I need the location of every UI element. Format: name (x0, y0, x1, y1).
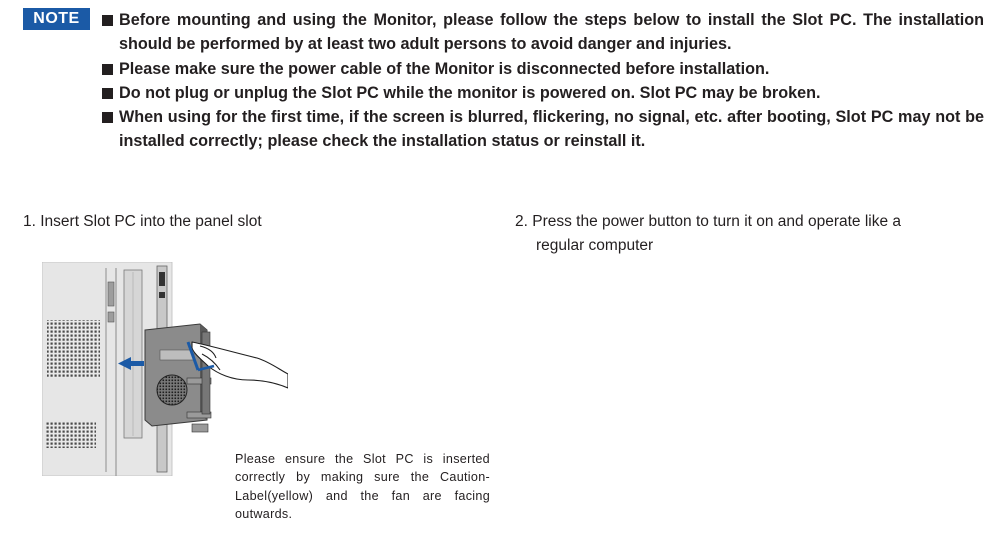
slot-pc-module (145, 324, 211, 432)
note-item (100, 57, 984, 81)
figure-caption: Please ensure the Slot PC is inserted correctly by making sure the Caution-Label(yellow) and the fan are facing outwards. (235, 452, 490, 521)
note-item (100, 81, 984, 105)
square-bullet-icon (102, 15, 113, 26)
note-badge: NOTE (23, 8, 90, 30)
step-2-text-line1: Press the power button to turn it on and operate like a (532, 213, 902, 230)
square-bullet-icon (102, 64, 113, 75)
caution-label (160, 350, 194, 360)
square-bullet-icon (102, 112, 113, 123)
step-2 (515, 210, 983, 258)
vent-grille-lower (46, 422, 96, 448)
fan-icon (157, 375, 187, 405)
note-item-text: Do not plug or unplug the Slot PC while the monitor is powered on. Slot PC may be broken. (119, 83, 821, 102)
note-item (100, 8, 984, 57)
step-1-text: 1. Insert Slot PC into the panel slot (23, 213, 262, 230)
note-item-text: Please make sure the power cable of the Monitor is disconnected before installation. (119, 59, 770, 78)
square-bullet-icon (102, 88, 113, 99)
note-item (100, 105, 984, 154)
step-2-text-line2: regular computer (536, 237, 654, 254)
vent-grille-upper (47, 320, 100, 378)
slot-pc-insertion-illustration (42, 262, 288, 476)
note-item-text: Before mounting and using the Monitor, please follow the steps below to install the Slot PC. The installation should be performed by at least two adult persons to avoid danger and injuries. (119, 11, 984, 54)
note-item-text: When using for the first time, if the screen is blurred, flickering, no signal, etc. after booting, Slot PC may not be installed correctly; please check the installation status or reinstall it. (119, 108, 984, 151)
step-2-number: 2. (515, 213, 528, 230)
note-list (100, 8, 984, 154)
